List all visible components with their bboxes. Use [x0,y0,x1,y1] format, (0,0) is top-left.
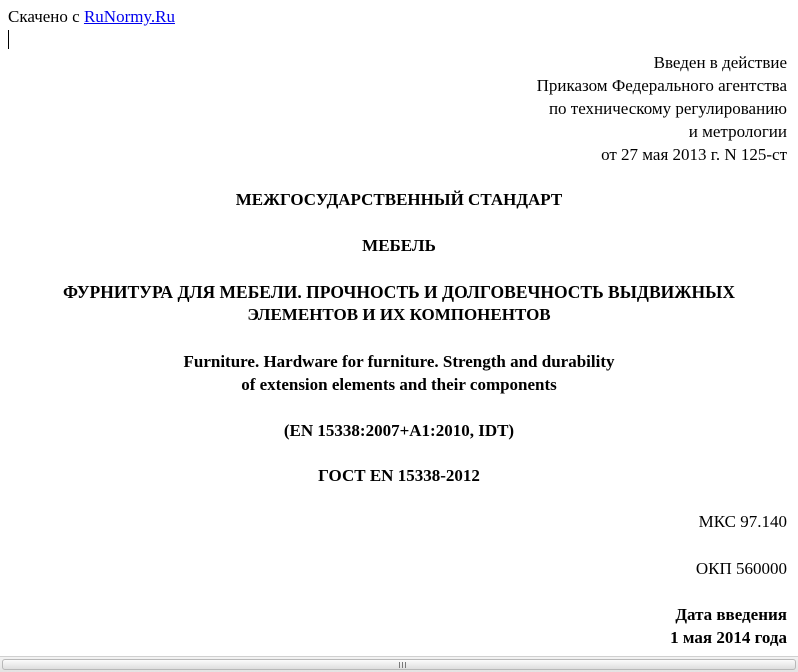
title-en-line-1: Furniture. Hardware for furniture. Strength and durability [183,352,615,371]
category-heading: МЕБЕЛЬ [362,236,436,255]
okp-code: ОКП 560000 [695,559,787,578]
horizontal-scrollbar-thumb[interactable] [2,659,796,670]
standard-type-heading: МЕЖГОСУДАРСТВЕННЫЙ СТАНДАРТ [235,190,563,209]
effective-date-label: Дата введения [675,605,787,624]
title-en-line-2: of extension elements and their components [241,375,557,394]
grip-icon [399,662,407,668]
standard-designation: ГОСТ EN 15338-2012 [318,466,480,485]
intro-line-4: и метрологии [688,122,787,141]
intro-line-2: Приказом Федерального агентства [536,76,787,95]
title-ru-line-2: ЭЛЕМЕНТОВ И ИХ КОМПОНЕНТОВ [247,305,551,324]
horizontal-scrollbar[interactable] [0,656,798,672]
download-source-prefix: Скачено с [8,7,80,26]
intro-line-5: от 27 мая 2013 г. N 125-ст [601,145,787,164]
effective-date-value: 1 мая 2014 года [670,628,787,647]
intro-line-3: по техническому регулированию [548,99,787,118]
text-cursor [8,30,9,49]
title-ru-line-1: ФУРНИТУРА ДЛЯ МЕБЕЛИ. ПРОЧНОСТЬ И ДОЛГОВЕЧНОСТЬ ВЫДВИЖНЫХ [63,282,735,302]
equivalence-note: (EN 15338:2007+A1:2010, IDT) [283,421,515,440]
runormy-link[interactable]: RuNormy.Ru [83,7,175,26]
mks-code: МКС 97.140 [698,512,787,531]
download-source-line [8,5,175,28]
intro-line-1: Введен в действие [653,53,787,72]
